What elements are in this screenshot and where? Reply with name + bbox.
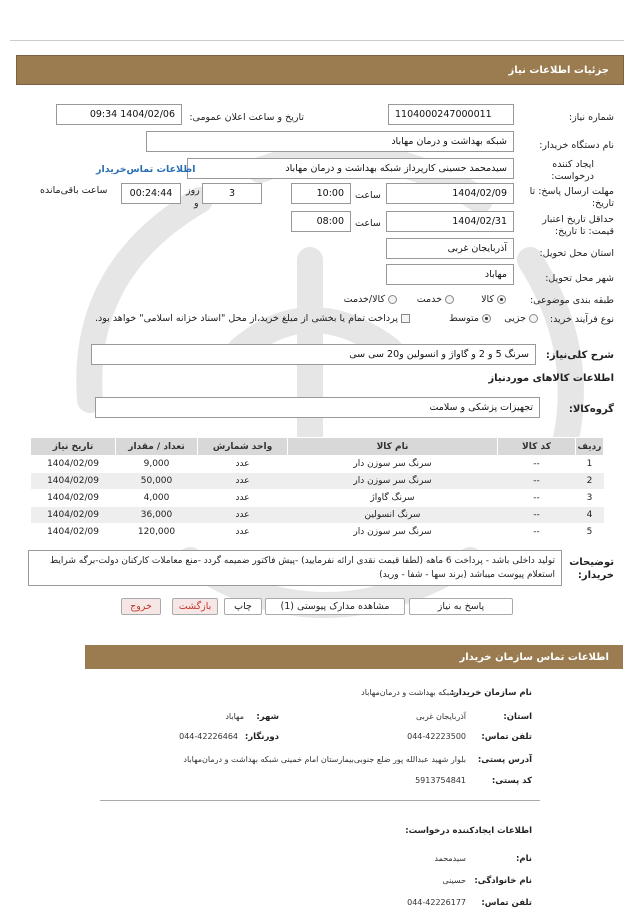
- days-field: 3: [202, 183, 262, 204]
- remaining-label: ساعت باقی‌مانده: [40, 185, 108, 196]
- back-button[interactable]: بازگشت: [172, 598, 218, 615]
- creator-family-value: حسینی: [442, 876, 466, 885]
- contact-address-label: آدرس پستی:: [477, 755, 532, 765]
- creator-info-title: اطلاعات ایجادکننده درخواست:: [405, 826, 532, 836]
- top-divider: [10, 40, 624, 41]
- announce-field: 1404/02/06 09:34: [56, 104, 182, 125]
- table-row: 5 -- سرنگ سر سوزن دار عدد 120,000 1404/02/09: [31, 524, 604, 541]
- buyer-org-label: نام دستگاه خریدار:: [539, 140, 614, 151]
- contact-phone-value: 044-42223500: [407, 732, 466, 741]
- contact-section-title: اطلاعات تماس سازمان خریدار: [459, 651, 609, 663]
- radio-icon[interactable]: [497, 295, 506, 304]
- contact-fax-value: 044-42226464: [179, 732, 238, 741]
- col-row: ردیف: [576, 438, 604, 456]
- exit-button[interactable]: خروج: [121, 598, 161, 615]
- process-option-medium[interactable]: متوسط: [449, 313, 491, 324]
- print-button[interactable]: چاپ: [224, 598, 262, 615]
- contact-section-header: [85, 645, 623, 669]
- goods-group-label: گروه‌کالا:: [568, 404, 614, 415]
- radio-icon[interactable]: [482, 314, 491, 323]
- summary-label: شرح کلی‌نیاز:: [545, 350, 614, 361]
- table-header-row: [31, 438, 604, 456]
- validity-date-field: 1404/02/31: [386, 211, 514, 232]
- contact-postal-value: 5913754841: [415, 776, 466, 785]
- radio-icon[interactable]: [388, 295, 397, 304]
- remaining-time-field: 00:24:44: [121, 183, 181, 204]
- buyer-org-field: شبکه بهداشت و درمان مهاباد: [146, 131, 514, 152]
- items-table: [30, 437, 604, 541]
- view-docs-button[interactable]: مشاهده مدارک پیوستی (1): [265, 598, 405, 615]
- goods-group-field: تجهیزات پزشکی و سلامت: [95, 397, 540, 418]
- page-title: جزئیات اطلاعات نیاز: [508, 64, 609, 76]
- col-code: کد کالا: [498, 438, 576, 456]
- announce-label: تاریخ و ساعت اعلان عمومی:: [189, 112, 304, 123]
- contact-org-value: شبکه بهداشت و درمان‌مهاباد: [361, 688, 456, 697]
- need-number-field: 1104000247000011: [388, 104, 514, 125]
- contact-fax-label: دورنگار:: [244, 732, 279, 742]
- process-option-minor[interactable]: جزیی: [504, 313, 538, 324]
- contact-province-value: آذربایجان غربی: [415, 712, 466, 721]
- process-label: نوع فرآیند خرید:: [549, 314, 614, 325]
- need-number-label: شماره نیاز:: [568, 112, 614, 123]
- contact-org-label: نام سازمان خریدار:: [450, 688, 532, 698]
- radio-icon[interactable]: [445, 295, 454, 304]
- creator-name-label: نام:: [515, 854, 532, 864]
- days-suffix: و: [194, 198, 199, 209]
- category-label: طبقه بندی موضوعی:: [529, 295, 614, 306]
- creator-label: ایجاد کننده درخواست:: [551, 159, 594, 182]
- treasury-option[interactable]: پرداخت تمام یا بخشی از مبلغ خرید،از محل "اسناد خزانه اسلامی" خواهد بود.: [95, 313, 410, 324]
- col-date: تاریخ نیاز: [31, 438, 116, 456]
- col-qty: تعداد / مقدار: [116, 438, 198, 456]
- col-name: نام کالا: [288, 438, 498, 456]
- table-row: 3 -- سرنگ گاواژ عدد 4,000 1404/02/09: [31, 490, 604, 507]
- contact-postal-label: کد پستی:: [491, 776, 532, 786]
- contact-address-value: بلوار شهید عبدالله پور ضلع جنوبی‌بیمارستان امام خمینی شبکه بهداشت و درمان‌مهاباد: [183, 755, 466, 764]
- checkbox-icon[interactable]: [401, 314, 410, 323]
- summary-field: سرنگ 5 و 2 و گاواژ و انسولین و20 سی سی: [91, 344, 536, 365]
- validity-time-field: 08:00: [291, 211, 351, 232]
- page-header: [16, 55, 624, 85]
- city-field: مهاباد: [386, 264, 514, 285]
- deadline-time-field: 10:00: [291, 183, 351, 204]
- creator-tel-value: 044-42226177: [407, 898, 466, 907]
- table-row: 2 -- سرنگ سر سوزن دار عدد 50,000 1404/02/09: [31, 473, 604, 490]
- category-option-both[interactable]: کالا/خدمت: [344, 294, 397, 305]
- col-unit: واحد شمارش: [198, 438, 288, 456]
- validity-time-label: ساعت: [355, 218, 381, 229]
- notes-label: توضیحات خریدار:: [569, 557, 614, 581]
- table-row: 4 -- سرنگ انسولین عدد 36,000 1404/02/09: [31, 507, 604, 524]
- goods-info-heading: اطلاعات کالاهای موردنیاز: [488, 373, 614, 384]
- radio-icon[interactable]: [529, 314, 538, 323]
- creator-tel-label: تلفن تماس:: [481, 898, 532, 908]
- contact-province-label: استان:: [503, 712, 532, 722]
- creator-family-label: نام خانوادگی:: [474, 876, 532, 886]
- reply-button[interactable]: پاسخ به نیاز: [409, 598, 513, 615]
- table-row: 1 -- سرنگ سر سوزن دار عدد 9,000 1404/02/09: [31, 456, 604, 473]
- notes-field: تولید داخلی باشد - پرداخت 6 ماهه (لطفا قیمت نقدی ارائه نفرمایید) -پیش فاکتور ضمیمه گردد -منع معاملات کارکنان دولت-برگه شرایط استعلام پیوست میباشد (برند سها - شفا - ورید): [28, 550, 562, 586]
- creator-field: سیدمحمد حسینی کارپرداز شبکه بهداشت و درمان مهاباد: [187, 158, 514, 179]
- contact-city-label: شهر:: [256, 712, 279, 722]
- buyer-contact-link[interactable]: اطلاعات تماس‌خریدار: [96, 164, 196, 175]
- province-field: آذربایجان غربی: [386, 238, 514, 259]
- contact-city-value: مهاباد: [225, 712, 244, 721]
- deadline-label: مهلت ارسال پاسخ: تا تاریخ:: [529, 186, 614, 209]
- category-option-goods[interactable]: کالا: [481, 294, 506, 305]
- province-label: استان محل تحویل:: [539, 248, 614, 259]
- city-label: شهر محل تحویل:: [545, 273, 614, 284]
- category-option-service[interactable]: خدمت: [417, 294, 454, 305]
- contact-phone-label: تلفن تماس:: [481, 732, 532, 742]
- deadline-date-field: 1404/02/09: [386, 183, 514, 204]
- validity-label: حداقل تاریخ اعتبار قیمت: تا تاریخ:: [542, 214, 614, 237]
- creator-name-value: سیدمحمد: [434, 854, 466, 863]
- contact-divider: [100, 800, 540, 801]
- deadline-time-label: ساعت: [355, 190, 381, 201]
- days-label: روز: [186, 185, 200, 196]
